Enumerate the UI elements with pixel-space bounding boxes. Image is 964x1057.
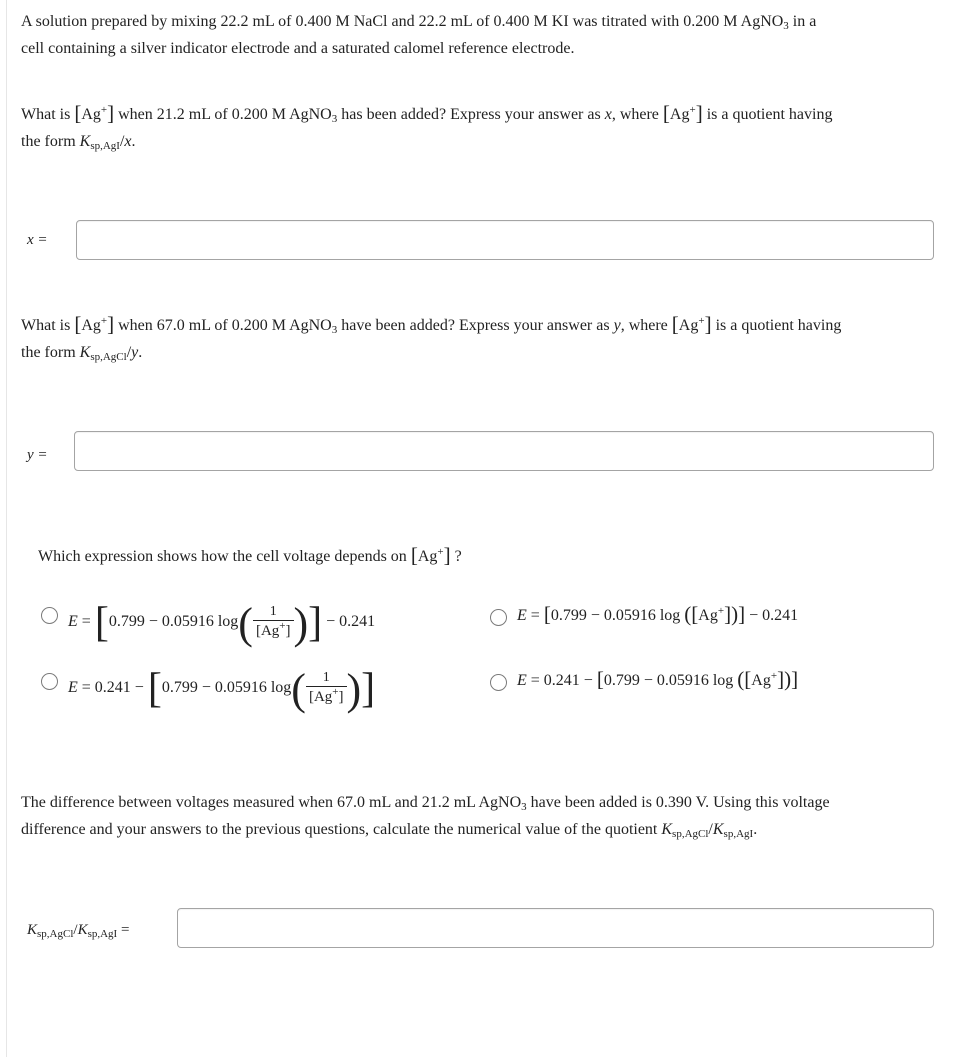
ksp-symbol: K	[661, 821, 673, 838]
x-label: x =	[27, 232, 48, 248]
superscript: +	[717, 605, 725, 617]
ksp-symbol: K	[27, 922, 38, 938]
bracket: [	[74, 312, 82, 336]
intro-text: A solution prepared by mixing 22.2 mL of 0.400 M NaCl and 22.2 mL of 0.400 M KI was titrated with 0.200 M AgNO	[21, 13, 784, 30]
slash: /	[708, 821, 713, 838]
ksp-subscript: sp,AgI	[87, 928, 118, 940]
paren: (	[737, 667, 745, 691]
equals: =	[77, 613, 95, 631]
bracket: [	[543, 602, 551, 626]
q2-text: , where	[620, 317, 672, 334]
ksp-subscript: sp,AgCl	[90, 351, 127, 363]
variable: y	[131, 344, 139, 361]
ksp-ratio-input[interactable]	[177, 908, 934, 948]
ksp-symbol: K	[712, 821, 724, 838]
intro-paragraph	[21, 8, 951, 62]
q1-text: has been added? Express your answer as	[337, 106, 605, 123]
bracket: ]	[738, 602, 746, 626]
ksp-symbol: K	[79, 344, 91, 361]
big-bracket: ]	[308, 600, 323, 647]
option-d-radio[interactable]	[490, 674, 507, 691]
subscript: 3	[331, 324, 338, 336]
bracket: [	[308, 689, 314, 705]
bracket: ]	[695, 101, 703, 125]
bracket: ]	[724, 602, 732, 626]
q1-text: , where	[611, 106, 663, 123]
ag: Ag	[678, 317, 699, 334]
equals: = 0.241 −	[77, 679, 148, 697]
big-paren: )	[346, 665, 362, 715]
ksp-subscript: sp,AgCl	[37, 928, 74, 940]
big-bracket: [	[94, 600, 109, 647]
q2-text: the form	[21, 344, 80, 361]
period: .	[131, 133, 136, 150]
superscript: +	[689, 104, 696, 116]
option-b-radio[interactable]	[490, 609, 507, 626]
tail: − 0.241	[745, 607, 799, 624]
q2-text: What is	[21, 317, 75, 334]
e-symbol: E	[517, 672, 527, 689]
ksp-subscript: sp,AgI	[723, 828, 754, 840]
numerator: 1	[269, 604, 277, 619]
paren: )	[731, 602, 739, 626]
ag: Ag	[81, 106, 101, 123]
subscript: 3	[331, 113, 338, 125]
subscript: 3	[521, 801, 527, 813]
option-a-expression	[68, 599, 376, 649]
paren: (	[684, 602, 692, 626]
bracket: ]	[443, 543, 451, 567]
ag: Ag	[751, 672, 771, 689]
e-symbol: E	[517, 607, 527, 624]
question-4-text	[21, 789, 956, 843]
inner-expression: 0.799 − 0.05916 log	[161, 679, 292, 697]
q4-text: have been added is 0.390 V. Using this voltage	[526, 794, 830, 811]
q4-text: difference and your answers to the previous questions, calculate the numerical value of the quotient	[21, 821, 662, 838]
numerator: 1	[322, 670, 330, 685]
equals: = 0.241 −	[526, 672, 597, 689]
bracket: ]	[777, 667, 785, 691]
bracket: [	[671, 312, 679, 336]
ksp-ratio-label	[27, 922, 129, 939]
ksp-symbol: K	[79, 133, 91, 150]
denominator	[253, 620, 294, 641]
variable: y	[613, 317, 621, 334]
q1-text: is a quotient having	[702, 106, 833, 123]
x-input[interactable]	[76, 220, 934, 260]
q3-text: ?	[450, 548, 462, 565]
bracket: [	[662, 101, 670, 125]
variable: x	[124, 133, 132, 150]
ksp-subscript: sp,AgI	[90, 140, 120, 152]
ag: Ag	[417, 548, 438, 565]
paren: )	[784, 667, 792, 691]
superscript: +	[698, 315, 705, 327]
bracket: ]	[285, 623, 291, 639]
option-c-radio[interactable]	[41, 673, 58, 690]
superscript: +	[437, 546, 444, 558]
option-d-expression	[517, 667, 799, 691]
q1-text: the form	[21, 133, 80, 150]
big-paren: )	[293, 599, 309, 649]
intro-text-end: in a	[788, 13, 817, 30]
q2-text: is a quotient having	[711, 317, 842, 334]
fraction	[253, 604, 294, 641]
q1-text: What is	[21, 106, 75, 123]
bracket: [	[255, 623, 261, 639]
ag: Ag	[313, 689, 333, 705]
y-label: y =	[27, 447, 48, 463]
bracket: [	[596, 667, 604, 691]
denominator	[306, 686, 347, 707]
superscript: +	[279, 620, 286, 632]
equals: =	[526, 607, 544, 624]
ag: Ag	[260, 623, 280, 639]
bracket: [	[74, 101, 82, 125]
bracket: ]	[338, 689, 344, 705]
bracket: ]	[791, 667, 799, 691]
q2-text: have been added? Express your answer as	[337, 317, 614, 334]
superscript: +	[332, 686, 339, 698]
question-1-text	[21, 101, 956, 155]
tail: − 0.241	[322, 613, 376, 631]
e-symbol: E	[68, 613, 78, 631]
q3-text: Which expression shows how the cell voltage depends on	[38, 548, 411, 565]
bracket: [	[744, 667, 752, 691]
big-paren: (	[291, 665, 306, 715]
bracket: [	[410, 543, 418, 567]
y-input[interactable]	[74, 431, 934, 471]
ksp-symbol: K	[77, 922, 88, 938]
fraction	[306, 670, 347, 707]
bracket: ]	[704, 312, 712, 336]
question-2-text	[21, 312, 961, 366]
option-c-expression	[68, 665, 376, 715]
option-b-expression	[517, 602, 799, 626]
inner-expression: 0.799 − 0.05916 log	[108, 613, 239, 631]
slash: /	[126, 344, 132, 361]
option-a-radio[interactable]	[41, 607, 58, 624]
superscript: +	[100, 104, 108, 116]
slash: /	[119, 133, 125, 150]
bracket: ]	[107, 312, 115, 336]
variable: x	[604, 106, 612, 123]
slash: /	[73, 922, 78, 938]
subscript: 3	[783, 20, 789, 32]
left-margin-rule	[6, 0, 7, 1057]
question-3-prompt	[38, 543, 462, 570]
q4-text: The difference between voltages measured when 67.0 mL and 21.2 mL AgNO	[21, 794, 522, 811]
ksp-subscript: sp,AgCl	[672, 828, 709, 840]
ag: Ag	[669, 106, 690, 123]
superscript: +	[770, 670, 778, 682]
bracket: ]	[107, 101, 115, 125]
e-symbol: E	[68, 679, 78, 697]
equals: =	[117, 922, 130, 938]
period: .	[138, 344, 143, 361]
ag: Ag	[81, 317, 101, 334]
intro-line-2: cell containing a silver indicator electrode and a saturated calomel reference electrode.	[21, 40, 575, 57]
q2-text: when 67.0 mL of 0.200 M AgNO	[114, 317, 332, 334]
period: .	[753, 821, 758, 838]
bracket: [	[691, 602, 699, 626]
big-paren: (	[238, 599, 253, 649]
big-bracket: ]	[361, 666, 376, 713]
inner-expression: 0.799 − 0.05916 log	[550, 607, 685, 624]
inner-expression: 0.799 − 0.05916 log	[603, 672, 738, 689]
ag: Ag	[698, 607, 718, 624]
superscript: +	[100, 315, 108, 327]
q1-text: when 21.2 mL of 0.200 M AgNO	[114, 106, 332, 123]
big-bracket: [	[147, 666, 162, 713]
